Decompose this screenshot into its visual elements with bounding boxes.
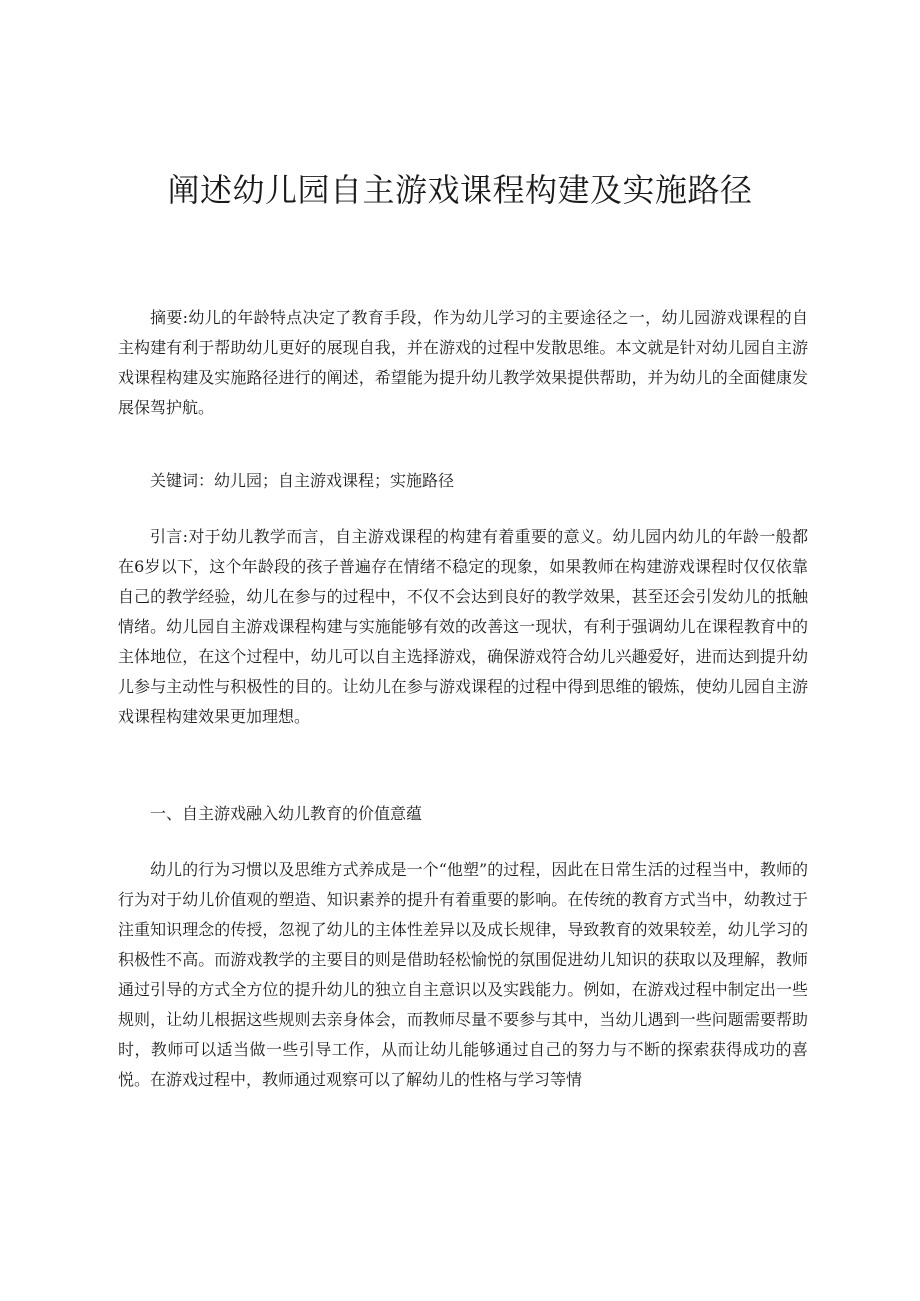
- section-paragraph: 幼儿的行为习惯以及思维方式养成是一个“他塑”的过程，因此在日常生活的过程当中，教师的行为对于幼儿价值观的塑造、知识素养的提升有着重要的影响。在传统的教育方式当中，幼教过于注重知识理念的传授，忽视了幼儿的主体性差异以及成长规律，导致教育的效果较差，幼儿学习的积极性不高。而游戏教学的主要目的则是借助轻松愉悦的氛围促进幼儿知识的获取以及理解，教师通过引导的方式全方位的提升幼儿的独立自主意识以及实践能力。例如，在游戏过程中制定出一些规则，让幼儿根据这些规则去亲身体会，而教师尽量不要参与其中，当幼儿遇到一些问题需要帮助时，教师可以适当做一些引导工作，从而让幼儿能够通过自己的努力与不断的探索获得成功的喜悦。在游戏过程中，教师通过观察可以了解幼儿的性格与学习等情: [118, 860, 808, 1089]
- section-heading: 一、自主游戏融入幼儿教育的价值意蕴: [150, 804, 423, 823]
- abstract-paragraph: 摘要:幼儿的年龄特点决定了教育手段，作为幼儿学习的主要途径之一，幼儿园游戏课程的自主构建有利于帮助幼儿更好的展现自我，并在游戏的过程中发散思维。本文就是针对幼儿园自主游戏课程构建及实施路径进行的阐述，希望能为提升幼儿教学效果提供帮助，并为幼儿的全面健康发展保驾护航。: [118, 308, 808, 417]
- intro-paragraph: 引言:对于幼儿教学而言，自主游戏课程的构建有着重要的意义。幼儿园内幼儿的年龄一般都在6岁以下，这个年龄段的孩子普遍存在情绪不稳定的现象，如果教师在构建游戏课程时仅仅依靠自己的教学经验，幼儿在参与的过程中，不仅不会达到良好的教学效果，甚至还会引发幼儿的抵触情绪。幼儿园自主游戏课程构建与实施能够有效的改善这一现状，有利于强调幼儿在课程教育中的主体地位，在这个过程中，幼儿可以自主选择游戏，确保游戏符合幼儿兴趣爱好，进而达到提升幼儿参与主动性与积极性的目的。让幼儿在参与游戏课程的过程中得到思维的锻炼，使幼儿园自主游戏课程构建效果更加理想。: [118, 527, 808, 726]
- keywords-line: 关键词：幼儿园；自主游戏课程；实施路径: [150, 471, 455, 490]
- document-title: 阐述幼儿园自主游戏课程构建及实施路径: [167, 171, 753, 209]
